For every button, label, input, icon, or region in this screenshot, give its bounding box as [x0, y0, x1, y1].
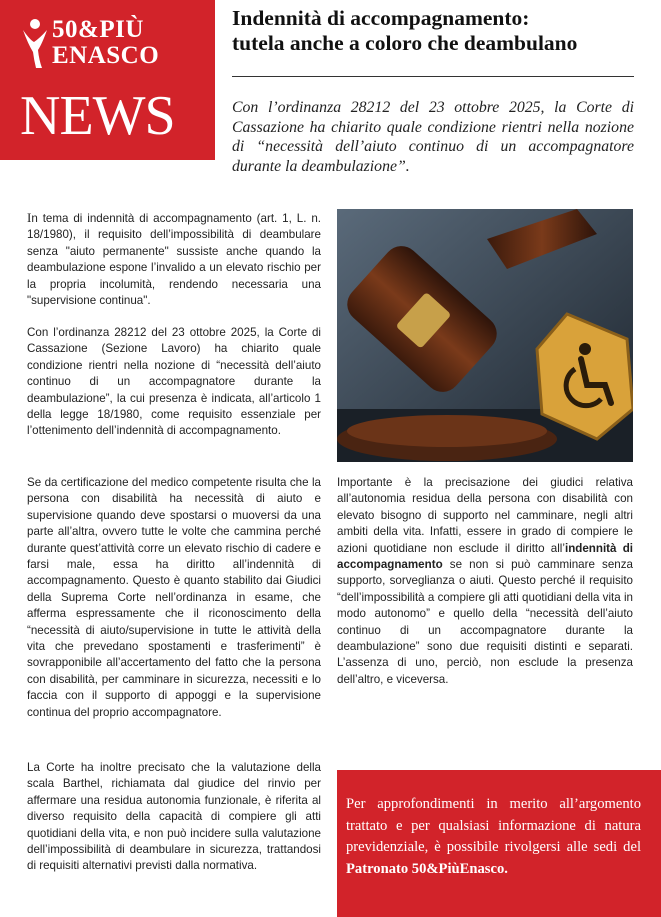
title-line-2: tutela anche a coloro che deambulano [232, 31, 578, 55]
left-column-p2 [27, 325, 321, 440]
title-line-1: Indennità di accompagnamento: [232, 6, 530, 30]
logo-figure-icon [20, 18, 50, 70]
right-p1-bold: indennità di accompagnamento [337, 541, 633, 572]
masthead [0, 0, 215, 160]
right-p1-part-b: se non si può camminare senza supporto, sorveglianza o aiuti. Questo perché il requisito “dell’impossibilità a compiere gli atti quotidiani della vita in modo autonomo” e quello della “necessità dell’aiuto continuo di un accompagnatore durante la deambulazione” sono due requisiti distinti e separati. L’assenza di uno, perciò, non esclude la presenza dell’altro, e viceversa. [337, 558, 633, 686]
article-lead: Con l’ordinanza 28212 del 23 ottobre 2025, la Corte di Cassazione ha chiarito quale condizione rientri nella nozione di “necessità dell’aiuto continuo di un accompagnatore durante la deambulazione”. [232, 99, 634, 175]
news-label: NEWS [20, 85, 175, 147]
p2-text: Con l’ordinanza 28212 del 23 ottobre 2025, la Corte di Cassazione (Sezione Lavoro) ha chiarito quale condizione rientri nella nozione di “necessità dell’aiuto continuo di un accompagnatore durante la deambulazione”, la cui presenza è indicata, all’articolo 1 della legge 18/1980, come requisito essenziale per l’ottenimento dell’indennità di accompagnamento. [27, 326, 321, 438]
left-column-p1 [27, 210, 321, 309]
title-divider [232, 76, 634, 77]
article-title [232, 6, 642, 56]
right-p1-part-a: Importante è la precisazione dei giudici relativa all’autonomia residua della persona con disabilità con elevato bisogno di supporto nel camminare, negli altri ambiti della vita. Infatti, essere in grado di compiere le azioni quotidiane non esclude il diritto all’ [337, 476, 633, 555]
info-box-text [346, 794, 641, 880]
left-column-p4 [27, 760, 321, 875]
brand-name: 50&PIÙ [52, 16, 144, 43]
right-column-p1 [337, 475, 633, 688]
left-column-p3 [27, 475, 321, 721]
gavel-photo [337, 209, 633, 462]
info-text: Per approfondimenti in merito all’argomento trattato e per qualsiasi informazione di natura previdenziale, è possibile rivolgersi alle sedi del [346, 796, 641, 855]
p3-text: Se da certificazione del medico competente risulta che la persona con disabilità ha necessità di aiuto e supervisione quando deve spostarsi o muoversi da una parte all’altra, ovvero tutte le volte che cammina perché durante quest’attività corre un elevato rischio di cadere e farsi male, essa ha diritto all’indennità di accompagnamento. Questo è quanto stabilito dai Giudici della Suprema Corte nell’ordinanza in esame, che afferma espressamente che il riconoscimento della “necessità di aiuto/supervisione in tutte le attività della vita che prevedano spostamenti e trasferimenti” è sovrapponibile all’accertamento del fatto che la persona con disabilità, per camminare in sicurezza, necessiti e lo faccia con il supporto di appoggi e la supervisione continua del proprio accompagnatore. [27, 476, 321, 719]
gavel-wheelchair-image [337, 209, 633, 462]
p1-text: n tema di indennità di accompagnamento (art. 1, L. n. 18/1980), il requisito dell’impossibilità di deambulare senza "aiuto permanente" sussiste anche quando la deambulazione espone l’invalido a un elevato rischio per la propria incolumità, rendendo necessaria una "supervisione continua". [27, 212, 321, 308]
p4-text: La Corte ha inoltre precisato che la valutazione della scala Barthel, richiamata dal giudice del rinvio per affermare una residua autonomia funzionale, è riferita al diverso requisito della capacità di compiere gli atti quotidiani della vita, e non può incidere sulla valutazione dell’impossibilità di deambulare in sicurezza, trattandosi di requisiti alternativi previsti dalla normativa. [27, 761, 321, 873]
info-bold: Patronato 50&PiùEnasco. [346, 860, 508, 877]
dropcap: I [27, 210, 32, 225]
brand-subname: ENASCO [52, 42, 160, 69]
